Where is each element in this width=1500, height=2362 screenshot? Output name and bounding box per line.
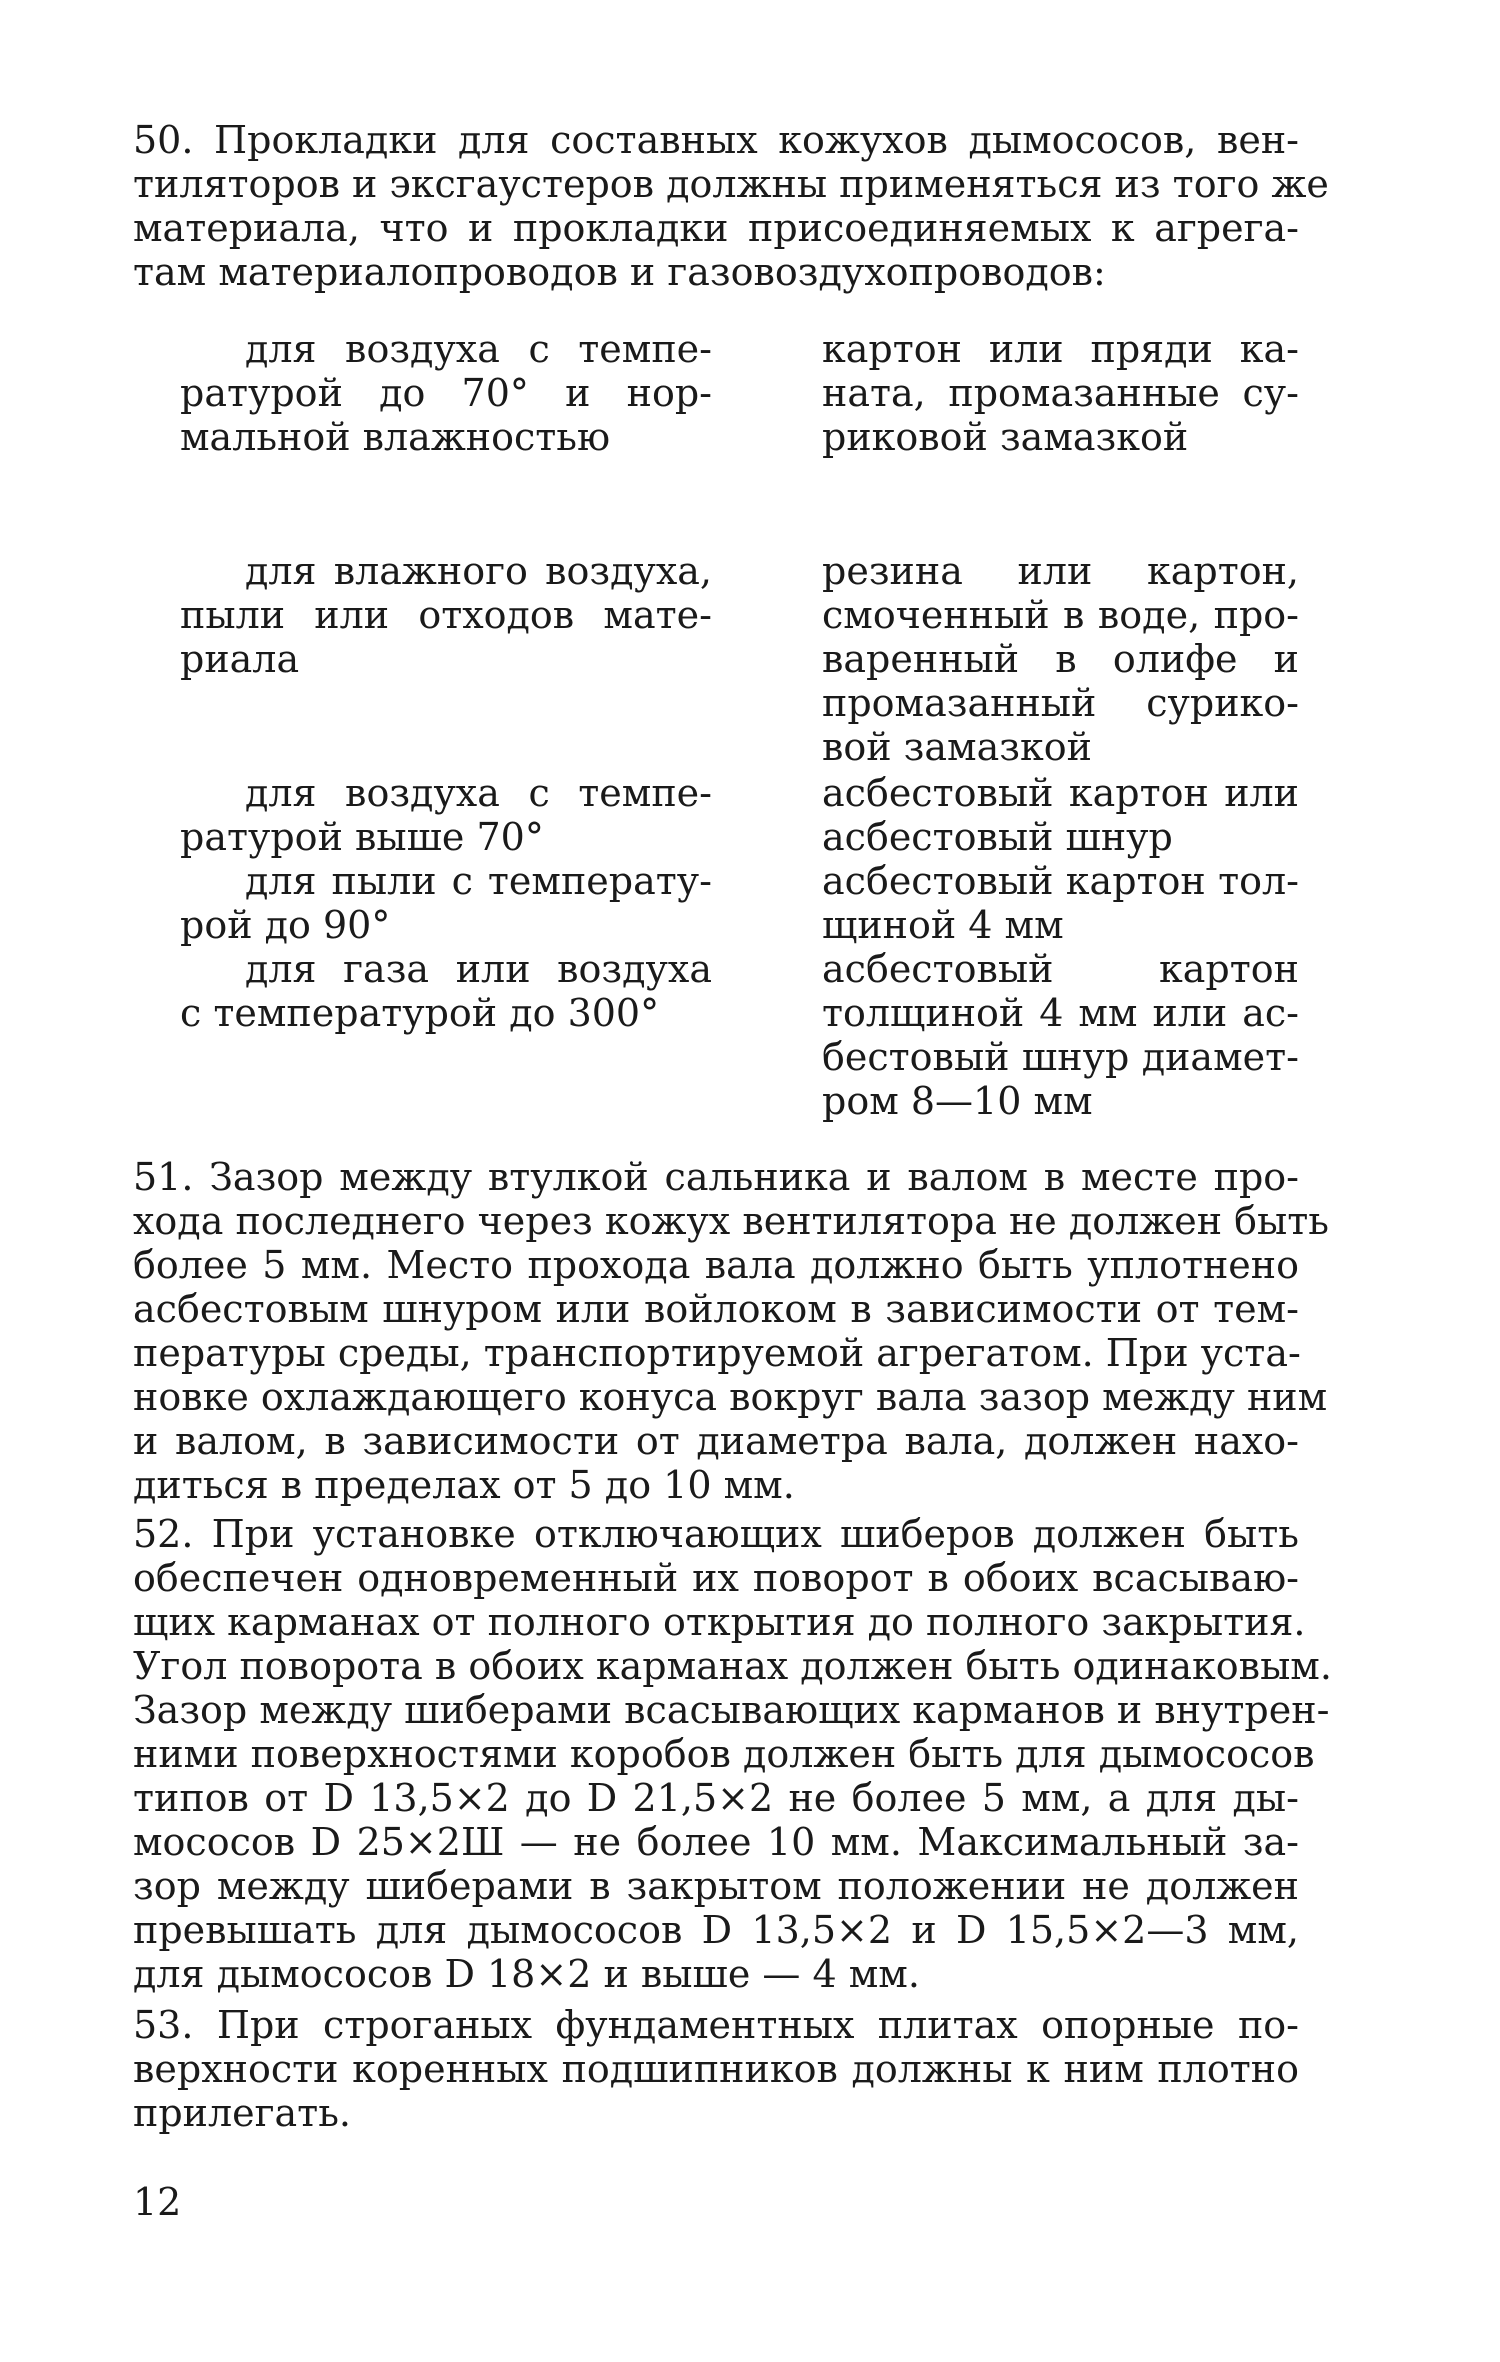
table-right-line: ром 8—10 мм xyxy=(822,1079,1093,1123)
para50-line: 50. Прокладки для составных кожухов дымососов, вен- xyxy=(133,118,1299,162)
table-left-line: риала xyxy=(180,637,300,681)
table-left-line: ратурой до 70° и нор- xyxy=(180,371,712,415)
para50-line: тиляторов и эксгаустеров должны применяться из того же xyxy=(133,162,1329,206)
table-right-line: резина или картон, xyxy=(822,549,1299,593)
table-right-line: варенный в олифе и xyxy=(822,637,1299,681)
para52-line: ними поверхностями коробов должен быть для дымососов xyxy=(133,1732,1315,1776)
table-left-line: ратурой выше 70° xyxy=(180,815,544,859)
table-right-line: асбестовый картон или xyxy=(822,771,1299,815)
table-left-line: пыли или отходов мате- xyxy=(180,593,712,637)
para52-line: типов от D 13,5×2 до D 21,5×2 не более 5 мм, а для ды- xyxy=(133,1776,1299,1820)
table-left-line: рой до 90° xyxy=(180,903,391,947)
para52-line: Угол поворота в обоих карманах должен быть одинаковым. xyxy=(133,1644,1332,1688)
table-left-line: для пыли с температу- xyxy=(245,859,712,903)
para51-line: асбестовым шнуром или войлоком в зависимости от тем- xyxy=(133,1287,1299,1331)
table-right-line: риковой замазкой xyxy=(822,415,1189,459)
para52-line: Зазор между шиберами всасывающих карманов и внутрен- xyxy=(133,1688,1330,1732)
para51-line: хода последнего через кожух вентилятора не должен быть xyxy=(133,1199,1329,1243)
para52-line: зор между шиберами в закрытом положении не должен xyxy=(133,1864,1299,1908)
page-number: 12 xyxy=(133,2180,182,2224)
table-right-line: картон или пряди ка- xyxy=(822,327,1299,371)
table-left-line: для воздуха с темпе- xyxy=(245,327,712,371)
table-left-line: с температурой до 300° xyxy=(180,991,660,1035)
para51-line: более 5 мм. Место прохода вала должно быть уплотнено xyxy=(133,1243,1299,1287)
para52-line: превышать для дымососов D 13,5×2 и D 15,5×2—3 мм, xyxy=(133,1908,1299,1952)
para53-line: 53. При строганых фундаментных плитах опорные по- xyxy=(133,2003,1299,2047)
para51-line: пературы среды, транспортируемой агрегатом. При уста- xyxy=(133,1331,1301,1375)
para53-line: верхности коренных подшипников должны к ним плотно xyxy=(133,2047,1299,2091)
para52-line: мососов D 25×2Ш — не более 10 мм. Максимальный за- xyxy=(133,1820,1299,1864)
para51-line: 51. Зазор между втулкой сальника и валом в месте про- xyxy=(133,1155,1299,1199)
para52-line: 52. При установке отключающих шиберов должен быть xyxy=(133,1512,1299,1556)
table-left-line: мальной влажностью xyxy=(180,415,611,459)
para52-line: обеспечен одновременный их поворот в обоих всасываю- xyxy=(133,1556,1299,1600)
table-left-line: для влажного воздуха, xyxy=(245,549,712,593)
table-right-line: промазанный сурико- xyxy=(822,681,1299,725)
table-right-line: смоченный в воде, про- xyxy=(822,593,1299,637)
para53-line: прилегать. xyxy=(133,2091,351,2135)
table-left-line: для газа или воздуха xyxy=(245,947,712,991)
table-right-line: асбестовый картон xyxy=(822,947,1299,991)
para50-line: материала, что и прокладки присоединяемых к агрега- xyxy=(133,206,1299,250)
table-right-line: асбестовый шнур xyxy=(822,815,1173,859)
table-left-line: для воздуха с темпе- xyxy=(245,771,712,815)
para50-line: там материалопроводов и газовоздухопроводов: xyxy=(133,250,1106,294)
table-right-line: ната, промазанные су- xyxy=(822,371,1299,415)
para52-line: для дымососов D 18×2 и выше — 4 мм. xyxy=(133,1952,920,1996)
table-right-line: щиной 4 мм xyxy=(822,903,1064,947)
table-right-line: бестовый шнур диамет- xyxy=(822,1035,1299,1079)
table-right-line: толщиной 4 мм или ас- xyxy=(822,991,1299,1035)
para51-line: диться в пределах от 5 до 10 мм. xyxy=(133,1463,795,1507)
para52-line: щих карманах от полного открытия до полного закрытия. xyxy=(133,1600,1306,1644)
table-right-line: асбестовый картон тол- xyxy=(822,859,1299,903)
table-right-line: вой замазкой xyxy=(822,725,1092,769)
para51-line: и валом, в зависимости от диаметра вала, должен нахо- xyxy=(133,1419,1299,1463)
para51-line: новке охлаждающего конуса вокруг вала зазор между ним xyxy=(133,1375,1328,1419)
